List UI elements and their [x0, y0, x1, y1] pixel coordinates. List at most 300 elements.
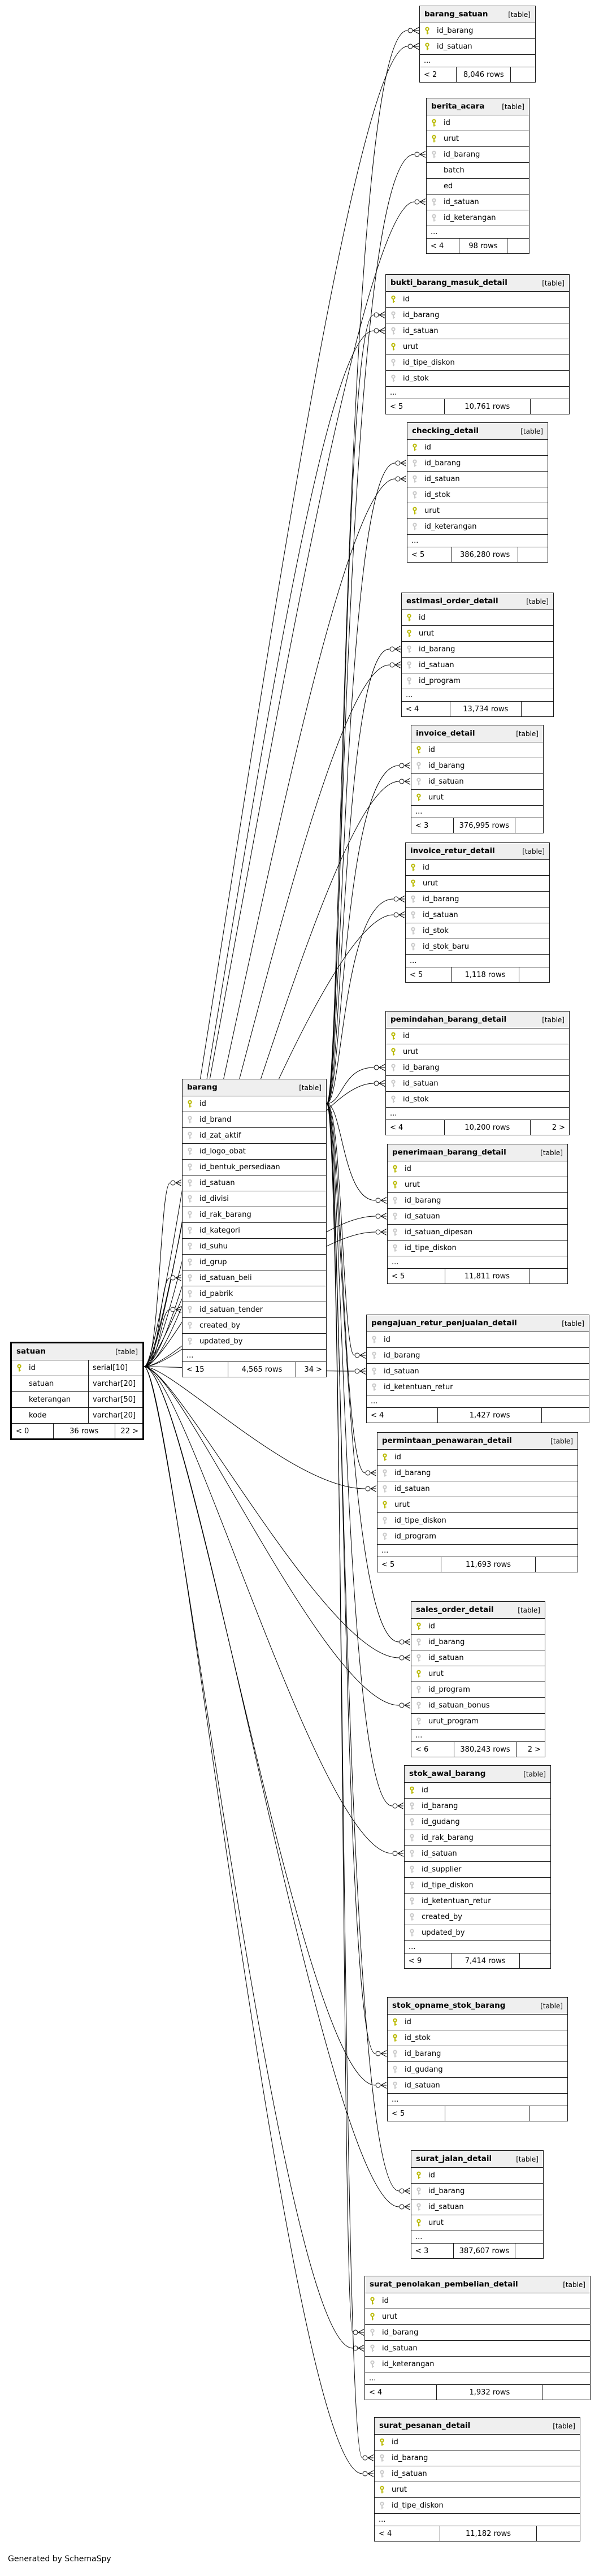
table-satuan[interactable]: [10, 1342, 144, 1440]
column-row-urut: [365, 2309, 590, 2325]
column-name: id: [428, 746, 435, 754]
column-name: id_satuan: [422, 1849, 457, 1858]
footer-parents-count: < 3: [411, 818, 454, 833]
column-row-id: [407, 440, 548, 456]
column-name: urut: [403, 1048, 418, 1056]
column-row-id_barang: [402, 642, 553, 658]
foreign-key-icon: [406, 661, 413, 669]
table-checking_detail[interactable]: [407, 422, 548, 563]
table-name: checking_detail: [412, 426, 479, 435]
table-header: [407, 423, 548, 440]
foreign-key-icon: [431, 198, 437, 206]
foreign-key-icon: [369, 2344, 376, 2353]
column-row-id_satuan: [420, 39, 535, 55]
footer-row-count: 1,427 rows: [438, 1408, 542, 1423]
column-row-id: [388, 1161, 567, 1177]
column-row-ed: [427, 179, 529, 195]
column-row-id_satuan: [386, 323, 569, 339]
footer-children-count: 2 >: [552, 1123, 565, 1132]
table-header: [411, 2151, 543, 2168]
column-row-id_gudang: [388, 2062, 567, 2078]
footer-children-count: [518, 547, 548, 562]
foreign-key-icon: [186, 1226, 193, 1235]
column-row-urut: [386, 339, 569, 355]
column-row-id_satuan: [427, 195, 529, 210]
more-columns-row: ...: [388, 2094, 567, 2106]
column-row-id_program: [402, 673, 553, 689]
column-row-updated_by: [183, 1334, 326, 1350]
column-name: id_ketentuan_retur: [384, 1383, 453, 1391]
table-name: invoice_detail: [416, 728, 475, 738]
column-row-id_tipe_diskon: [405, 1878, 550, 1894]
column-name: id_stok: [403, 1095, 429, 1104]
more-columns-row: ...: [375, 2514, 580, 2526]
column-row-id: [388, 2015, 567, 2030]
column-name: id_logo_obat: [199, 1147, 246, 1156]
table-pengajuan_retur_penjualan_detail[interactable]: [366, 1315, 589, 1423]
more-columns-row: ...: [388, 1256, 567, 1269]
column-row-id_rak_barang: [183, 1207, 326, 1223]
column-name: kode: [29, 1411, 47, 1420]
foreign-key-icon: [381, 1485, 388, 1493]
column-name: id_grup: [199, 1258, 227, 1267]
primary-key-icon: [186, 1100, 193, 1108]
column-row-id_satuan: [406, 907, 549, 923]
table-barang_satuan[interactable]: [419, 6, 536, 83]
column-name: id_program: [419, 677, 461, 685]
column-row-id_satuan: [388, 2078, 567, 2094]
table-surat_jalan_detail[interactable]: [411, 2150, 544, 2259]
primary-key-icon: [411, 507, 418, 515]
column-name: id_satuan: [428, 1654, 464, 1662]
column-row-urut: [411, 790, 543, 806]
column-row-id_stok: [386, 371, 569, 387]
footer-children-count: [519, 967, 549, 982]
table-name: surat_penolakan_pembelian_detail: [370, 2279, 518, 2289]
foreign-key-icon: [186, 1116, 193, 1124]
column-name: id: [428, 2171, 435, 2180]
column-name: id_tipe_diskon: [392, 2501, 444, 2510]
column-row-updated_by: [405, 1925, 550, 1941]
table-tag: [table]: [523, 1770, 546, 1778]
column-row-batch: [427, 163, 529, 179]
table-footer: [386, 399, 569, 414]
column-name: id_brand: [199, 1116, 232, 1124]
primary-key-icon: [415, 793, 422, 802]
table-bukti_barang_masuk_detail[interactable]: [385, 274, 570, 414]
foreign-key-icon: [390, 311, 397, 319]
footer-parents-count: < 4: [386, 1120, 445, 1135]
column-row-urut: [386, 1044, 569, 1060]
column-name: id_gudang: [422, 1818, 460, 1826]
column-row-created_by: [183, 1318, 326, 1334]
column-row-id_satuan: [388, 1209, 567, 1225]
foreign-key-icon: [415, 777, 422, 786]
foreign-key-icon: [186, 1321, 193, 1330]
foreign-key-icon: [409, 1897, 415, 1905]
column-row-id_barang: [388, 1193, 567, 1209]
table-pemindahan_barang_detail[interactable]: [385, 1011, 570, 1135]
column-name: id: [403, 1032, 410, 1040]
table-tag: [table]: [562, 1319, 584, 1328]
foreign-key-icon: [392, 2081, 398, 2090]
footer-row-count: 11,693 rows: [441, 1557, 535, 1572]
fk-edge-surat_pesanan_detail-id_barang: [327, 1104, 374, 2461]
column-row-id_tipe_diskon: [388, 1241, 567, 1256]
table-header: [402, 593, 553, 610]
more-columns-row: ...: [411, 806, 543, 818]
table-surat_penolakan_pembelian_detail[interactable]: [364, 2276, 591, 2400]
primary-key-icon: [369, 2297, 376, 2305]
column-name: id_keterangan: [444, 214, 496, 222]
column-row-id_satuan: [411, 2199, 543, 2215]
table-estimasi_order_detail[interactable]: [401, 593, 554, 717]
column-row-id_barang: [388, 2046, 567, 2062]
column-name: urut: [428, 793, 444, 802]
primary-key-icon: [369, 2313, 376, 2321]
foreign-key-icon: [371, 1335, 377, 1344]
table-footer: [427, 239, 529, 253]
column-name: id_divisi: [199, 1195, 229, 1203]
table-penerimaan_barang_detail[interactable]: [387, 1144, 568, 1284]
footer-row-count: 10,200 rows: [445, 1120, 531, 1135]
column-row-urut: [411, 1666, 545, 1682]
foreign-key-icon: [392, 2065, 398, 2074]
table-surat_pesanan_detail[interactable]: [374, 2417, 580, 2542]
foreign-key-icon: [410, 911, 416, 919]
table-header: [388, 1144, 567, 1161]
table-footer: [375, 2526, 580, 2541]
column-name: id_bentuk_persediaan: [199, 1163, 280, 1172]
column-name: id: [405, 1165, 411, 1173]
column-name: id: [444, 119, 450, 127]
table-name: estimasi_order_detail: [406, 596, 498, 606]
primary-key-icon: [392, 1165, 398, 1173]
table-tag: [table]: [520, 427, 543, 435]
column-row-id: [386, 1028, 569, 1044]
table-header: [411, 725, 543, 742]
column-name: id_tipe_diskon: [394, 1516, 446, 1525]
table-tag: [table]: [542, 279, 565, 287]
table-name: pemindahan_barang_detail: [390, 1014, 507, 1024]
more-columns-row: ...: [386, 1108, 569, 1120]
table-tag: [table]: [299, 1083, 322, 1092]
footer-row-count: 98 rows: [459, 239, 507, 253]
footer-children-count: [529, 2106, 567, 2121]
footer-children-count: [515, 818, 543, 833]
table-footer: [420, 67, 535, 82]
column-name: id_barang: [394, 1469, 431, 1477]
column-name: urut: [394, 1501, 410, 1509]
table-footer: [388, 2106, 567, 2121]
column-name: batch: [444, 166, 465, 175]
foreign-key-icon: [381, 1532, 388, 1541]
table-sales_order_detail[interactable]: [411, 1601, 545, 1757]
foreign-key-icon: [410, 943, 416, 951]
column-name: id_program: [394, 1532, 436, 1541]
foreign-key-icon: [409, 1834, 415, 1842]
table-footer: [411, 818, 543, 833]
foreign-key-icon: [411, 459, 418, 468]
table-tag: [table]: [115, 1347, 138, 1356]
column-row-id_ketentuan_retur: [367, 1380, 589, 1395]
footer-row-count: 7,414 rows: [452, 1953, 520, 1968]
column-name: id_tipe_diskon: [403, 358, 455, 367]
table-tag: [table]: [540, 2002, 563, 2010]
primary-key-icon: [392, 1181, 398, 1189]
foreign-key-icon: [415, 1654, 422, 1662]
column-row-id_satuan: [367, 1364, 589, 1380]
foreign-key-icon: [390, 1079, 397, 1088]
column-type: varchar[20]: [88, 1376, 142, 1391]
column-name: id_barang: [403, 311, 440, 319]
column-name: id_satuan_tender: [199, 1306, 263, 1314]
foreign-key-icon: [371, 1367, 377, 1376]
primary-key-icon: [415, 746, 422, 754]
column-row-id_satuan: [377, 1481, 578, 1497]
table-footer: [407, 547, 548, 562]
column-row-id_satuan: [365, 2341, 590, 2357]
foreign-key-icon: [186, 1258, 193, 1267]
table-footer: [386, 1120, 569, 1135]
table-tag: [table]: [540, 1148, 563, 1157]
foreign-key-icon: [431, 150, 437, 159]
table-stok_opname_stok_barang[interactable]: [387, 1997, 568, 2121]
column-name: id_satuan: [199, 1179, 235, 1187]
table-berita_acara[interactable]: [426, 98, 529, 254]
foreign-key-icon: [409, 1865, 415, 1874]
table-header: [411, 1602, 545, 1619]
foreign-key-icon: [431, 214, 437, 222]
table-footer: [411, 1742, 545, 1757]
table-tag: [table]: [508, 10, 531, 19]
column-name: id_barang: [437, 27, 474, 35]
footer-children-count: [537, 2526, 580, 2541]
footer-children-count: [542, 1408, 589, 1423]
fk-edge-surat_jalan_detail-id_satuan: [144, 1367, 410, 2210]
column-name: urut: [419, 629, 434, 638]
table-header: [183, 1079, 326, 1096]
column-row-id_stok_baru: [406, 939, 549, 955]
table-header: [427, 98, 529, 115]
foreign-key-icon: [406, 677, 413, 685]
column-name: id_barang: [384, 1351, 420, 1360]
foreign-key-icon: [415, 2203, 422, 2211]
table-name: sales_order_detail: [416, 1605, 494, 1614]
column-name: keterangan: [29, 1395, 71, 1404]
table-footer: [405, 1953, 550, 1968]
foreign-key-icon: [415, 1701, 422, 1710]
foreign-key-icon: [379, 2454, 385, 2462]
table-footer: [388, 1269, 567, 1283]
column-name: id_satuan: [394, 1485, 430, 1493]
column-row-urut: [407, 503, 548, 519]
column-name: id_tipe_diskon: [422, 1881, 474, 1890]
column-name: id_barang: [428, 2187, 465, 2195]
foreign-key-icon: [392, 1228, 398, 1237]
foreign-key-icon: [411, 522, 418, 531]
primary-key-icon: [379, 2438, 385, 2447]
footer-children-count: 22 >: [120, 1427, 138, 1436]
more-columns-row: ...: [406, 955, 549, 967]
column-row-id: [406, 860, 549, 876]
primary-key-icon: [390, 343, 397, 351]
column-name: urut: [403, 343, 418, 351]
column-row-id_barang: [365, 2325, 590, 2341]
foreign-key-icon: [186, 1290, 193, 1298]
column-row-id_supplier: [405, 1862, 550, 1878]
column-row-id: [365, 2293, 590, 2309]
column-row-id_barang: [386, 308, 569, 323]
table-tag: [table]: [516, 2155, 539, 2163]
table-name: satuan: [16, 1346, 46, 1356]
column-row-id_stok: [388, 2030, 567, 2046]
more-columns-row: ...: [386, 387, 569, 399]
foreign-key-icon: [390, 374, 397, 383]
more-columns-row: ...: [183, 1350, 326, 1362]
primary-key-icon: [379, 2486, 385, 2494]
primary-key-icon: [406, 629, 413, 638]
footer-parents-count: < 4: [375, 2526, 440, 2541]
foreign-key-icon: [186, 1306, 193, 1314]
foreign-key-icon: [410, 895, 416, 904]
foreign-key-icon: [392, 1212, 398, 1221]
table-stok_awal_barang[interactable]: [404, 1765, 551, 1969]
fk-edge-checking_detail-id_barang: [327, 460, 406, 1104]
column-name: id_barang: [382, 2328, 419, 2337]
column-name: urut: [444, 135, 459, 143]
column-row-urut: [388, 1177, 567, 1193]
more-columns-row: ...: [402, 689, 553, 702]
column-row-id_tipe_diskon: [375, 2498, 580, 2514]
footer-children-count: [515, 2244, 543, 2258]
column-name: urut: [382, 2313, 397, 2321]
column-row-id_satuan_tender: [183, 1302, 326, 1318]
foreign-key-icon: [406, 645, 413, 654]
table-invoice_detail[interactable]: [411, 725, 544, 833]
footer-row-count: 376,995 rows: [454, 818, 516, 833]
column-row-id_barang: [420, 23, 535, 39]
column-name: id_tipe_diskon: [405, 1244, 457, 1252]
table-header: [406, 843, 549, 860]
column-row-id_barang: [386, 1060, 569, 1076]
column-name: urut: [424, 507, 440, 515]
foreign-key-icon: [371, 1351, 377, 1360]
table-name: pengajuan_retur_penjualan_detail: [371, 1318, 517, 1328]
fk-edge-surat_penolakan_pembelian_detail-id_satuan: [144, 1367, 364, 2352]
column-row-id_barang: [367, 1348, 589, 1364]
column-row-id: [411, 742, 543, 758]
primary-key-icon: [411, 443, 418, 452]
column-row-id_satuan: [402, 658, 553, 673]
primary-key-icon: [431, 135, 437, 143]
foreign-key-icon: [186, 1163, 193, 1172]
column-row-id_brand: [183, 1112, 326, 1128]
column-name: id_satuan: [428, 777, 464, 786]
more-columns-row: ...: [405, 1941, 550, 1953]
column-row-id: [377, 1450, 578, 1466]
footer-children-count: [522, 702, 553, 716]
table-barang[interactable]: [182, 1079, 327, 1377]
column-name: id: [29, 1364, 36, 1372]
more-columns-row: ...: [420, 55, 535, 67]
table-header: [365, 2276, 590, 2293]
column-type: varchar[50]: [88, 1392, 142, 1407]
foreign-key-icon: [392, 1196, 398, 1205]
column-row-id: [411, 2168, 543, 2184]
column-row-id_rak_barang: [405, 1830, 550, 1846]
column-name: id_satuan_beli: [199, 1274, 252, 1282]
primary-key-icon: [406, 613, 413, 622]
table-footer: [183, 1362, 326, 1377]
table-name: berita_acara: [431, 101, 485, 111]
column-name: id_keterangan: [424, 522, 477, 531]
column-row-id_keterangan: [365, 2357, 590, 2372]
column-name: id_barang: [444, 150, 480, 159]
column-name: id_satuan: [403, 327, 439, 335]
footer-row-count: 386,280 rows: [452, 547, 518, 562]
column-name: id_kategori: [199, 1226, 240, 1235]
column-name: id: [384, 1335, 390, 1344]
column-row-id_satuan: [183, 1175, 326, 1191]
column-name: id_stok_baru: [423, 943, 470, 951]
foreign-key-icon: [415, 2187, 422, 2195]
column-name: id_barang: [422, 1802, 458, 1810]
column-name: id: [424, 443, 431, 452]
column-name: satuan: [29, 1380, 54, 1388]
column-row-id_satuan: [411, 1650, 545, 1666]
column-row-id_satuan_dipesan: [388, 1225, 567, 1241]
column-row-id_stok: [407, 487, 548, 503]
footer-row-count: 380,243 rows: [454, 1742, 517, 1757]
foreign-key-icon: [409, 1818, 415, 1826]
foreign-key-icon: [381, 1516, 388, 1525]
column-name: id_satuan: [382, 2344, 418, 2353]
table-footer: [12, 1424, 142, 1438]
footer-children-count: [511, 67, 535, 82]
column-row-id_divisi: [183, 1191, 326, 1207]
foreign-key-icon: [410, 927, 416, 935]
column-name: id_stok: [424, 491, 450, 499]
column-row-id_barang: [407, 456, 548, 472]
footer-parents-count: < 6: [411, 1742, 454, 1757]
table-invoice_retur_detail[interactable]: [405, 842, 550, 983]
footer-row-count: 10,761 rows: [445, 399, 531, 414]
column-name: id: [392, 2438, 398, 2447]
column-row-urut_program: [411, 1714, 545, 1730]
table-tag: [table]: [553, 2422, 575, 2430]
footer-children-count: [507, 239, 529, 253]
column-row-id_kategori: [183, 1223, 326, 1239]
footer-row-count: 11,182 rows: [440, 2526, 537, 2541]
column-name: id: [422, 1786, 428, 1795]
footer-parents-count: < 4: [365, 2385, 437, 2400]
footer-parents-count: < 2: [420, 67, 457, 82]
primary-key-icon: [424, 42, 431, 51]
footer-parents-count: < 5: [388, 1269, 445, 1283]
table-permintaan_penawaran_detail[interactable]: [377, 1432, 578, 1572]
foreign-key-icon: [186, 1274, 193, 1282]
footer-parents-count: < 0: [12, 1424, 54, 1438]
column-name: id_zat_aktif: [199, 1131, 241, 1140]
foreign-key-icon: [186, 1337, 193, 1346]
table-header: [12, 1343, 142, 1360]
column-name: id_stok: [405, 2034, 431, 2042]
table-name: stok_awal_barang: [409, 1769, 486, 1778]
primary-key-icon: [410, 863, 416, 872]
foreign-key-icon: [186, 1131, 193, 1140]
column-name: id: [423, 863, 429, 872]
